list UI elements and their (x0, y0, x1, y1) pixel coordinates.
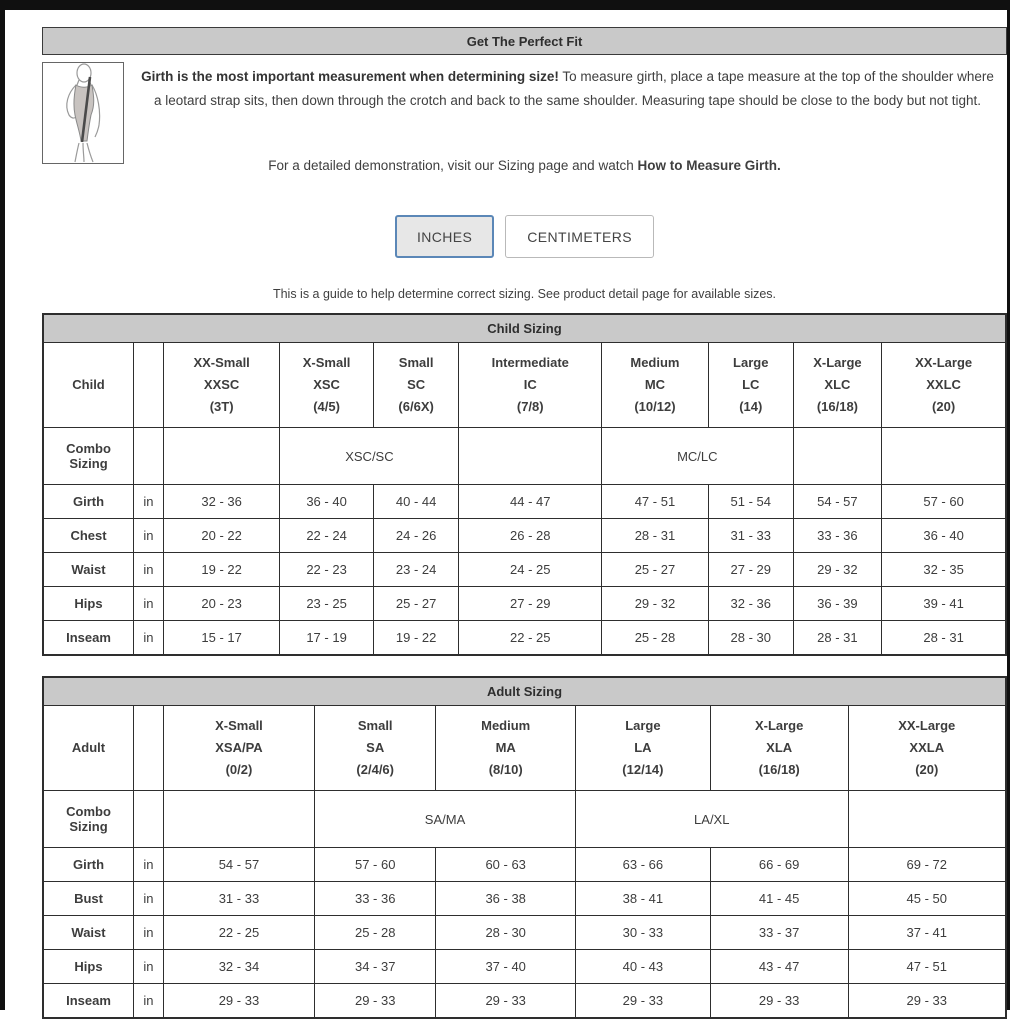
combo-sizing-cell: SA/MA (315, 791, 576, 848)
size-column-header (576, 706, 711, 791)
size-number: (16/18) (816, 399, 859, 415)
size-code: SA (366, 739, 385, 755)
size-number: (4/5) (313, 399, 340, 415)
measurement-label: Waist (43, 553, 134, 587)
measurement-value-cell: 23 - 25 (280, 587, 373, 621)
measurement-value-cell: 40 - 43 (576, 950, 711, 984)
row-group-label: Child (43, 343, 134, 428)
size-name: Small (398, 354, 434, 370)
measurement-value-cell: 22 - 24 (280, 519, 373, 553)
adult-sizing-table (42, 676, 1007, 1019)
measurement-label: Hips (43, 587, 134, 621)
intro-text (138, 65, 997, 164)
demo-line-text: For a detailed demonstration, visit our Sizing page and watch (268, 158, 638, 173)
size-code: LC (742, 376, 760, 392)
measurement-value-cell: 29 - 33 (848, 984, 1006, 1019)
measurement-value-cell: 29 - 33 (315, 984, 436, 1019)
page-title: Get The Perfect Fit (42, 27, 1007, 55)
measurement-value-cell: 28 - 30 (436, 916, 576, 950)
child-sizing-table (42, 313, 1007, 656)
guide-note: This is a guide to help determine correct sizing. See product detail page for available sizes. (272, 287, 777, 301)
size-number: (10/12) (634, 399, 676, 415)
size-code: XXLC (926, 376, 961, 392)
measurement-value-cell: 28 - 31 (602, 519, 709, 553)
measurement-value-cell: 60 - 63 (436, 848, 576, 882)
size-number: (0/2) (225, 762, 253, 778)
measurement-value-cell: 63 - 66 (576, 848, 711, 882)
measurement-value-cell: 33 - 36 (793, 519, 882, 553)
measurement-label: Girth (43, 485, 134, 519)
unit-header-cell (134, 706, 164, 791)
measurement-label: Chest (43, 519, 134, 553)
measurement-value-cell: 29 - 32 (793, 553, 882, 587)
adult-sizing-table-container (42, 676, 1007, 1019)
measurement-value-cell: 69 - 72 (848, 848, 1006, 882)
unit-toggle (42, 215, 1007, 258)
measurement-value-cell: 47 - 51 (602, 485, 709, 519)
measurement-value-cell: 40 - 44 (373, 485, 459, 519)
measurement-label: Bust (43, 882, 134, 916)
size-column-header (373, 343, 459, 428)
measurement-value-cell: 54 - 57 (793, 485, 882, 519)
measurement-value-cell: 36 - 38 (436, 882, 576, 916)
size-number: (20) (915, 762, 939, 778)
sizing-page (42, 27, 1007, 1019)
measurement-value-cell: 29 - 33 (710, 984, 848, 1019)
measurement-value-cell: 47 - 51 (848, 950, 1006, 984)
measurement-value-cell: 44 - 47 (459, 485, 602, 519)
measurement-value-cell: 31 - 33 (163, 882, 314, 916)
size-column-header (882, 343, 1006, 428)
measurement-value-cell: 17 - 19 (280, 621, 373, 656)
measurement-value-cell: 32 - 36 (708, 587, 793, 621)
measurement-value-cell: 57 - 60 (882, 485, 1006, 519)
measurement-value-cell: 43 - 47 (710, 950, 848, 984)
size-code: IC (523, 376, 537, 392)
size-code: SC (407, 376, 426, 392)
measurement-value-cell: 28 - 31 (882, 621, 1006, 656)
size-number: (6/6X) (398, 399, 434, 415)
measurement-value-cell: 41 - 45 (710, 882, 848, 916)
size-name: Medium (481, 717, 531, 733)
unit-cell: in (134, 621, 164, 656)
size-column-header (708, 343, 793, 428)
centimeters-button[interactable]: CENTIMETERS (505, 215, 654, 258)
measurement-value-cell: 33 - 36 (315, 882, 436, 916)
table-title: Adult Sizing (43, 677, 1006, 706)
size-code: XSC (313, 376, 340, 392)
measurement-value-cell: 31 - 33 (708, 519, 793, 553)
size-name: X-Large (754, 717, 804, 733)
measurement-label: Hips (43, 950, 134, 984)
size-column-header (459, 343, 602, 428)
measurement-value-cell: 34 - 37 (315, 950, 436, 984)
size-code: XLA (766, 739, 793, 755)
size-column-header (163, 706, 314, 791)
measurement-value-cell: 57 - 60 (315, 848, 436, 882)
size-number: (16/18) (758, 762, 800, 778)
intro-text-bold: Girth is the most important measurement when determining size! (141, 69, 559, 84)
size-code: LA (634, 739, 652, 755)
measurement-value-cell: 24 - 25 (459, 553, 602, 587)
measurement-value-cell: 24 - 26 (373, 519, 459, 553)
combo-sizing-label: Combo Sizing (43, 791, 134, 848)
measurement-label: Waist (43, 916, 134, 950)
size-name: Large (733, 354, 769, 370)
measurement-value-cell: 33 - 37 (710, 916, 848, 950)
unit-cell: in (134, 950, 164, 984)
size-name: X-Small (215, 717, 263, 733)
measurement-value-cell: 15 - 17 (163, 621, 280, 656)
unit-cell: in (134, 916, 164, 950)
measurement-value-cell: 25 - 27 (602, 553, 709, 587)
size-name: XX-Small (193, 354, 250, 370)
unit-cell: in (134, 882, 164, 916)
measurement-value-cell: 22 - 25 (163, 916, 314, 950)
combo-sizing-cell (882, 428, 1006, 485)
unit-cell: in (134, 848, 164, 882)
intro-text-rest: To measure girth, place a tape measure at the top of the shoulder where a leotard strap sits, then down through the crotch and back to the same shoulder. Measuring tape should be close to the body but not tight. (153, 69, 994, 108)
measurement-value-cell: 22 - 23 (280, 553, 373, 587)
measurement-value-cell: 36 - 40 (280, 485, 373, 519)
measurement-label: Inseam (43, 984, 134, 1019)
table-title: Child Sizing (43, 314, 1006, 343)
measurement-value-cell: 22 - 25 (459, 621, 602, 656)
measurement-value-cell: 38 - 41 (576, 882, 711, 916)
unit-cell: in (134, 587, 164, 621)
leotard-girth-illustration (42, 62, 124, 164)
size-code: XLC (824, 376, 851, 392)
size-code: MC (644, 376, 666, 392)
size-name: X-Small (302, 354, 351, 370)
size-name: Small (357, 717, 393, 733)
combo-sizing-cell (163, 791, 314, 848)
measurement-value-cell: 32 - 35 (882, 553, 1006, 587)
size-number: (2/4/6) (356, 762, 394, 778)
size-column-header (848, 706, 1006, 791)
how-to-measure-girth-link: How to Measure Girth. (637, 158, 781, 173)
measurement-value-cell: 20 - 22 (163, 519, 280, 553)
unit-cell (134, 791, 164, 848)
unit-cell: in (134, 553, 164, 587)
measurement-value-cell: 19 - 22 (163, 553, 280, 587)
size-number: (3T) (209, 399, 234, 415)
inches-button[interactable]: INCHES (395, 215, 494, 258)
size-column-header (315, 706, 436, 791)
measurement-value-cell: 26 - 28 (459, 519, 602, 553)
measurement-value-cell: 54 - 57 (163, 848, 314, 882)
size-name: XX-Large (915, 354, 973, 370)
unit-cell: in (134, 485, 164, 519)
measurement-value-cell: 37 - 40 (436, 950, 576, 984)
size-name: Large (625, 717, 661, 733)
measurement-value-cell: 20 - 23 (163, 587, 280, 621)
size-number: (8/10) (488, 762, 523, 778)
measurement-value-cell: 25 - 27 (373, 587, 459, 621)
size-number: (14) (739, 399, 763, 415)
size-column-header (163, 343, 280, 428)
combo-sizing-cell: MC/LC (602, 428, 794, 485)
intro-section (42, 62, 1007, 164)
size-column-header (602, 343, 709, 428)
combo-sizing-cell (163, 428, 280, 485)
measurement-label: Girth (43, 848, 134, 882)
measurement-value-cell: 25 - 28 (315, 916, 436, 950)
measurement-value-cell: 27 - 29 (459, 587, 602, 621)
unit-cell: in (134, 519, 164, 553)
size-name: X-Large (813, 354, 862, 370)
size-number: (7/8) (516, 399, 544, 415)
measurement-value-cell: 29 - 32 (602, 587, 709, 621)
size-code: XSA/PA (215, 739, 263, 755)
size-column-header (710, 706, 848, 791)
combo-sizing-cell (793, 428, 882, 485)
measurement-value-cell: 39 - 41 (882, 587, 1006, 621)
size-code: XXLA (909, 739, 945, 755)
child-sizing-table-container (42, 313, 1007, 656)
measurement-value-cell: 36 - 39 (793, 587, 882, 621)
size-column-header (436, 706, 576, 791)
size-column-header (280, 343, 373, 428)
measurement-value-cell: 29 - 33 (436, 984, 576, 1019)
unit-header-cell (134, 343, 164, 428)
combo-sizing-label: Combo Sizing (43, 428, 134, 485)
measurement-value-cell: 32 - 34 (163, 950, 314, 984)
measurement-value-cell: 32 - 36 (163, 485, 280, 519)
unit-cell: in (134, 984, 164, 1019)
measurement-value-cell: 37 - 41 (848, 916, 1006, 950)
combo-sizing-cell: LA/XL (576, 791, 849, 848)
measurement-label: Inseam (43, 621, 134, 656)
combo-sizing-cell: XSC/SC (280, 428, 459, 485)
size-code: XXSC (203, 376, 240, 392)
combo-sizing-cell (848, 791, 1006, 848)
measurement-value-cell: 36 - 40 (882, 519, 1006, 553)
measurement-value-cell: 30 - 33 (576, 916, 711, 950)
row-group-label: Adult (43, 706, 134, 791)
measurement-value-cell: 28 - 30 (708, 621, 793, 656)
measurement-value-cell: 29 - 33 (163, 984, 314, 1019)
size-code: MA (495, 739, 516, 755)
combo-sizing-cell (459, 428, 602, 485)
measurement-value-cell: 66 - 69 (710, 848, 848, 882)
measurement-value-cell: 19 - 22 (373, 621, 459, 656)
unit-cell (134, 428, 164, 485)
measurement-value-cell: 23 - 24 (373, 553, 459, 587)
size-name: Medium (630, 354, 680, 370)
measurement-value-cell: 25 - 28 (602, 621, 709, 656)
measurement-value-cell: 29 - 33 (576, 984, 711, 1019)
measurement-value-cell: 27 - 29 (708, 553, 793, 587)
size-name: Intermediate (491, 354, 569, 370)
size-name: XX-Large (898, 717, 956, 733)
measurement-value-cell: 45 - 50 (848, 882, 1006, 916)
measurement-value-cell: 51 - 54 (708, 485, 793, 519)
size-number: (12/14) (622, 762, 664, 778)
size-column-header (793, 343, 882, 428)
size-number: (20) (932, 399, 956, 415)
measurement-value-cell: 28 - 31 (793, 621, 882, 656)
